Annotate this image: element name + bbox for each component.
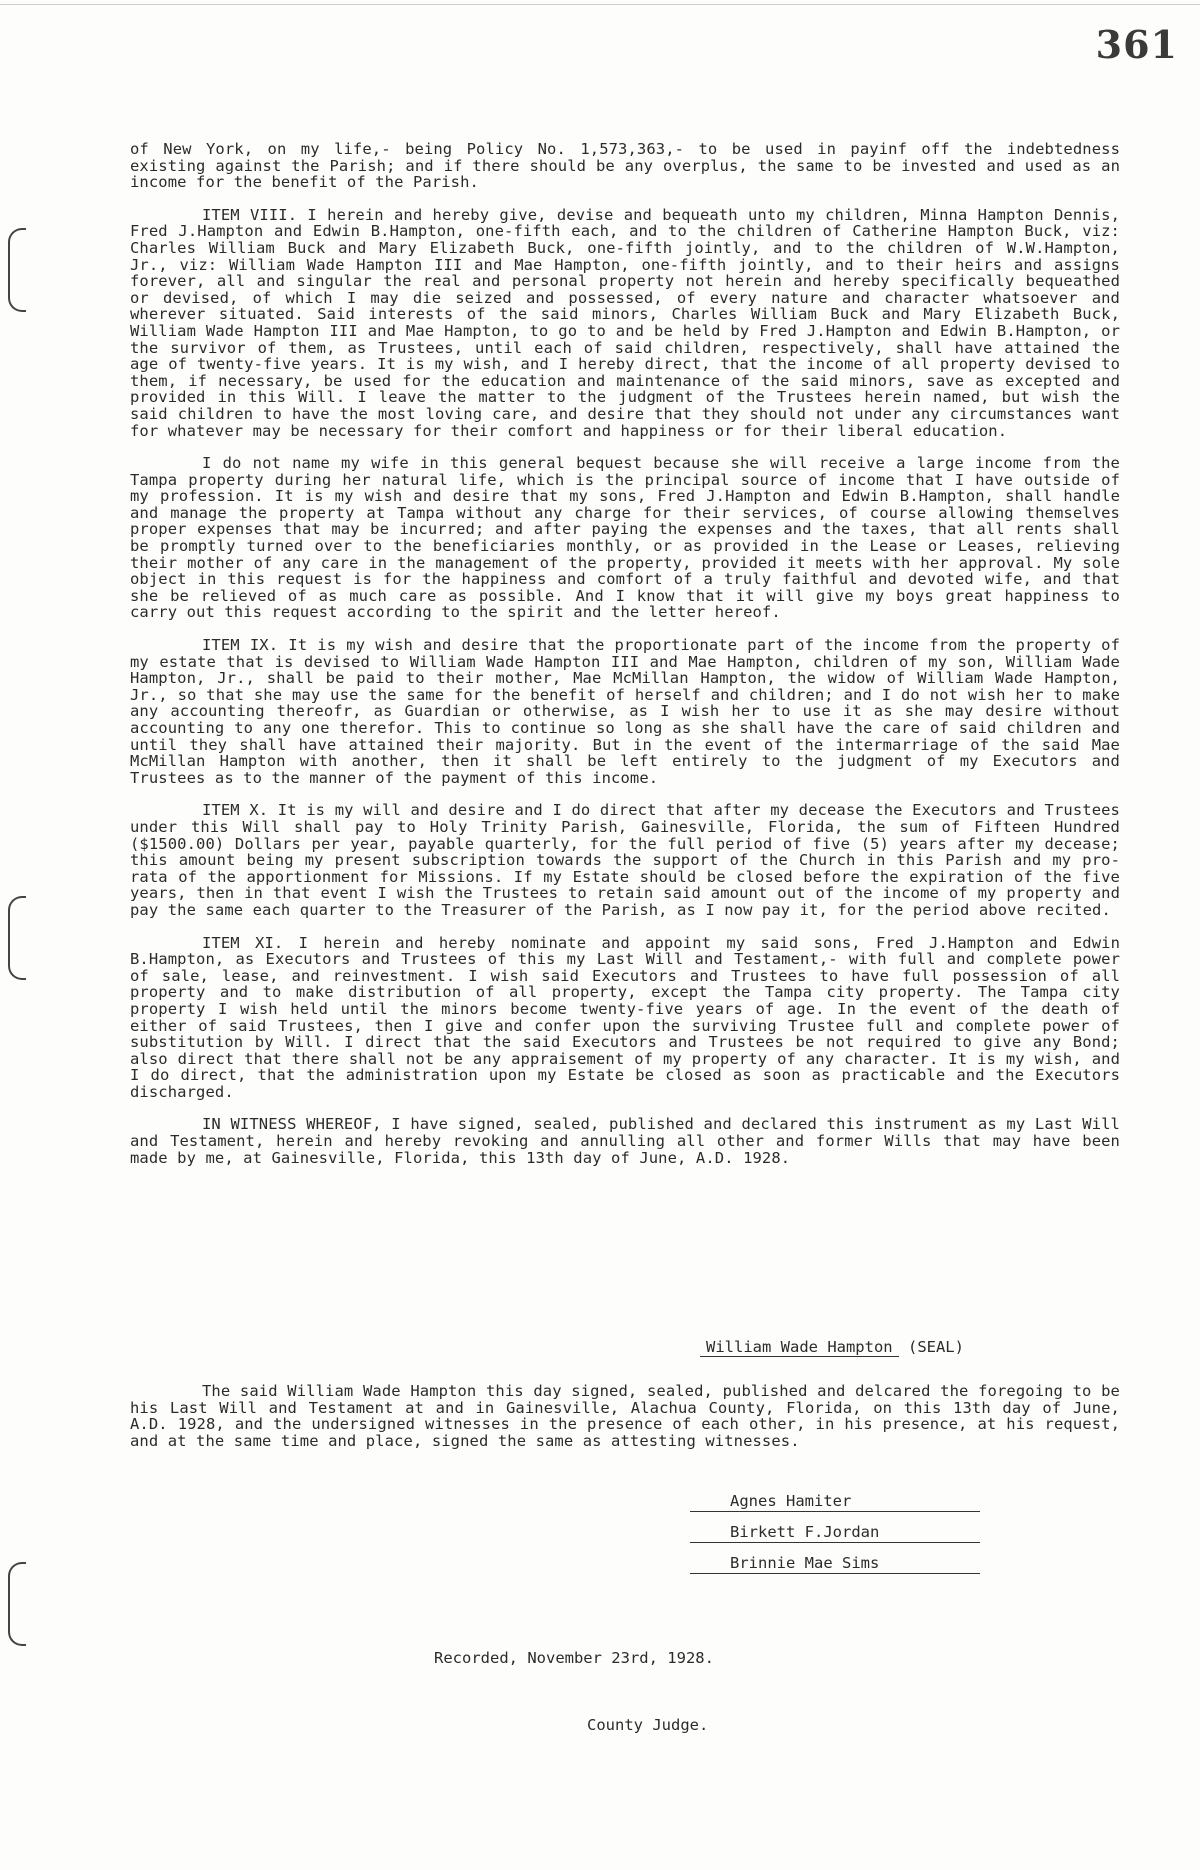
binding-bracket-icon — [8, 896, 26, 980]
paragraph-item-xi: ITEM XI. I herein and hereby nominate and appoint my said sons, Fred J.Hampton and Edwin B.Hampton, as Executors and Trustees of this my Last Will and Testament,- with full and complete power of sale, lease, and reinvestment. I wish said Executors and Trustees to have full possession of all property and to make distribution of all property, except the Tampa city property. The Tampa city property I wish held until the minors become twenty-five years of age. In the event of the death of either of said Trustees, then I give and confer upon the surviving Trustee full and complete power of substitution by Will. I direct that the said Executors and Trustees be not required to give any Bond; also direct that there shall not be any appraisement of my property of any character. It is my wish, and I do direct, that the administration upon my Estate be closed as soon as practicable and the Executors discharged. — [130, 933, 1120, 1101]
paragraph-wife-bequest: I do not name my wife in this general bequest because she will receive a large income from the Tampa property during her natural life, which is the principal source of income that I have outside of my profession. It is my wish and desire that my sons, Fred J.Hampton and Edwin B.Hampton, shall handle and manage the property at Tampa without any charge for their services, of course allowing themselves proper expenses that may be incurred; and after paying the expenses and the taxes, that all rents shall be promptly turned over to the beneficiaries monthly, or as provided in the Lease or Leases, relieving their mother of any care in the management of the property, provided it meets with her approval. My sole object in this request is for the happiness and comfort of a truly faithful and devoted wife, and that she be relieved of as much care as possible. And I know that it will give my boys great happiness to carry out this request according to the spirit and the letter hereof. — [130, 454, 1120, 622]
seal-mark: (SEAL) — [907, 1338, 964, 1356]
binding-bracket-icon — [8, 1562, 26, 1646]
top-edge-line — [0, 4, 1200, 5]
recorded-date: Recorded, November 23rd, 1928. — [434, 1649, 714, 1667]
binding-bracket-icon — [8, 228, 26, 312]
testator-signature — [700, 1338, 964, 1357]
attestation-clause: The said William Wade Hampton this day signed, sealed, published and delcared the foregoing to be his Last Will and Testament at and in Gainesville, Alachua County, Florida, on this 13th day of June, A.D. 1928, and the undersigned witnesses in the presence of each other, in his presence, at his request, and at the same time and place, signed the same as attesting witnesses. — [130, 1382, 1120, 1450]
paragraph-item-x: ITEM X. It is my will and desire and I do direct that after my decease the Executors and Trustees under this Will shall pay to Holy Trinity Parish, Gainesville, Florida, the sum of Fifteen Hundred ($1500.00) Dollars per year, payable quarterly, for the full period of five (5) years after my decease; this amount being my present subscription towards the support of the Church in this Parish and my pro-rata of the apportionment for Missions. If my Estate should be closed before the expiration of the five years, then in that event I wish the Trustees to retain said amount out of the income of my property and pay the same each quarter to the Treasurer of the Parish, as I now pay it, for the period above recited. — [130, 801, 1120, 919]
witness-signature: Brinnie Mae Sims — [690, 1554, 980, 1574]
paragraph-item-viii: ITEM VIII. I herein and hereby give, devise and bequeath unto my children, Minna Hampton Dennis, Fred J.Hampton and Edwin B.Hampton, one-fifth each, and to the children of Catherine Hampton Buck, viz: Charles William Buck and Mary Elizabeth Buck, one-fifth jointly, and to the children of W.W.Hampton, Jr., viz: William Wade Hampton III and Mae Hampton, one-fifth jointly, and to their heirs and assigns forever, all and singular the real and personal property not herein and hereby specifically bequeathed or devised, of which I may die seized and possessed, of every nature and character whatsoever and wherever situated. Said interests of the said minors, Charles William Buck and Mary Elizabeth Buck, William Wade Hampton III and Mae Hampton, to go to and be held by Fred J.Hampton and Edwin B.Hampton, or the survivor of them, as Trustees, until each of said children, respectively, shall have attained the age of twenty-five years. It is my wish, and I hereby direct, that the income of all property devised to them, if necessary, be used for the education and maintenance of the said minors, save as excepted and provided in this Will. I leave the matter to the judgment of the Trustees herein named, but wish the said children to have the most loving care, and desire that they should not under any circumstances want for whatever may be necessary for their comfort and happiness or for their liberal education. — [130, 205, 1120, 440]
attestation-block — [130, 1383, 1120, 1465]
paragraph-witness-whereof: IN WITNESS WHEREOF, I have signed, sealed, published and declared this instrument as my Last Will and Testament, herein and hereby revoking and annulling all other and former Wills that may have been made by me, at Gainesville, Florida, this 13th day of June, A.D. 1928. — [130, 1115, 1120, 1167]
witness-signature: Birkett F.Jordan — [690, 1523, 980, 1543]
witness-signature: Agnes Hamiter — [690, 1492, 980, 1512]
will-body-text — [130, 141, 1120, 1182]
page-number: 361 — [1095, 22, 1178, 67]
witness-signatures — [690, 1492, 950, 1585]
county-judge-label: County Judge. — [587, 1716, 709, 1734]
paragraph-item-ix: ITEM IX. It is my wish and desire that the proportionate part of the income from the property of my estate that is devised to William Wade Hampton III and Mae Hampton, children of my son, William Wade Hampton, Jr., shall be paid to their mother, Mae McMillan Hampton, the widow of William Wade Hampton, Jr., so that she may use the same for the benefit of herself and children; and I do not wish her to make any accounting thereofr, as Guardian or otherwise, as I wish her to use it as she may desire without accounting to any one therefor. This to continue so long as she shall have the care of said children and until they shall have attained their majority. But in the event of the intermarriage of the said Mae McMillan Hampton with another, then it shall be left entirely to the judgment of my Executors and Trustees as to the manner of the payment of this income. — [130, 636, 1120, 787]
testator-name: William Wade Hampton — [700, 1338, 899, 1357]
paragraph-opening: of New York, on my life,- being Policy No. 1,573,363,- to be used in payinf off the indebtedness existing against the Parish; and if there should be any overplus, the same to be invested and used as an income for the benefit of the Parish. — [130, 140, 1120, 192]
